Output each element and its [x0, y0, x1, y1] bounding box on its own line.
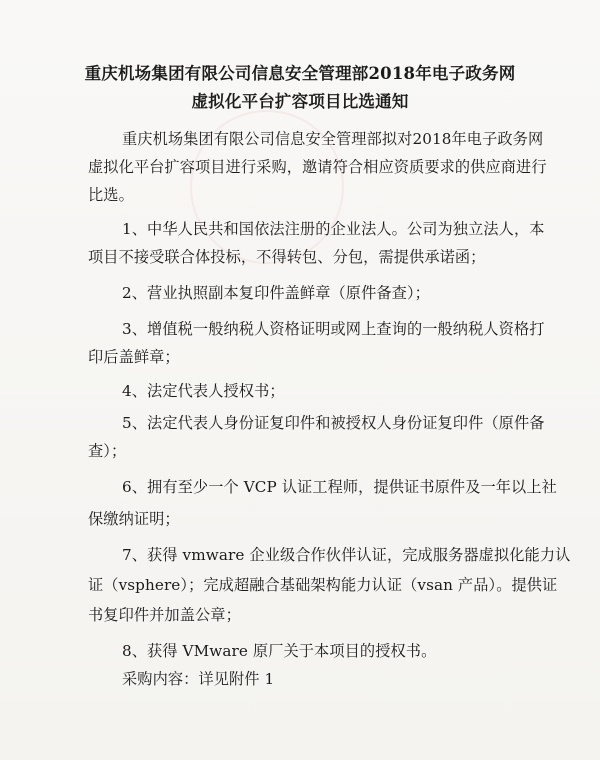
- requirement-2: 2、营业执照副本复印件盖鲜章（原件备查）；: [122, 284, 430, 302]
- requirement-3-line-1: 3、增值税一般纳税人资格证明或网上查询的一般纳税人资格打: [122, 320, 545, 338]
- intro-line-3: 比选。: [88, 186, 134, 204]
- requirement-7-line-2: 证（vsphere）；完成超融合基础架构能力认证（vsan 产品）。提供证: [88, 576, 558, 594]
- requirement-7-line-3: 书复印件并加盖公章；: [88, 606, 241, 624]
- requirement-5-line-2: 查）；: [88, 442, 127, 460]
- requirement-6-line-1: 6、拥有至少一个 VCP 认证工程师，提供证书原件及一年以上社: [122, 478, 557, 496]
- intro-line-1: 重庆机场集团有限公司信息安全管理部拟对2018年电子政务网: [122, 130, 544, 148]
- requirement-8: 8、获得 VMware 原厂关于本项目的授权书。: [122, 642, 437, 660]
- procurement-content: 采购内容：详见附件 1: [122, 670, 275, 688]
- requirement-6-line-2: 保缴纳证明；: [88, 510, 180, 528]
- requirement-1-line-1: 1、中华人民共和国依法注册的企业法人。公司为独立法人，本: [122, 220, 545, 238]
- requirement-3-line-2: 印后盖鲜章；: [88, 348, 180, 366]
- intro-line-2: 虚拟化平台扩容项目进行采购，邀请符合相应资质要求的供应商进行: [88, 158, 547, 176]
- requirement-1-line-2: 项目不接受联合体投标，不得转包、分包，需提供承诺函；: [88, 248, 486, 266]
- requirement-4: 4、法定代表人授权书；: [122, 382, 285, 400]
- title-line-1: 重庆机场集团有限公司信息安全管理部2018年电子政务网: [84, 64, 516, 83]
- title-line-2: 虚拟化平台扩容项目比选通知: [191, 92, 409, 111]
- requirement-7-line-1: 7、获得 vmware 企业级合作伙伴认证，完成服务器虚拟化能力认: [122, 546, 571, 564]
- requirement-5-line-1: 5、法定代表人身份证复印件和被授权人身份证复印件（原件备: [122, 414, 545, 432]
